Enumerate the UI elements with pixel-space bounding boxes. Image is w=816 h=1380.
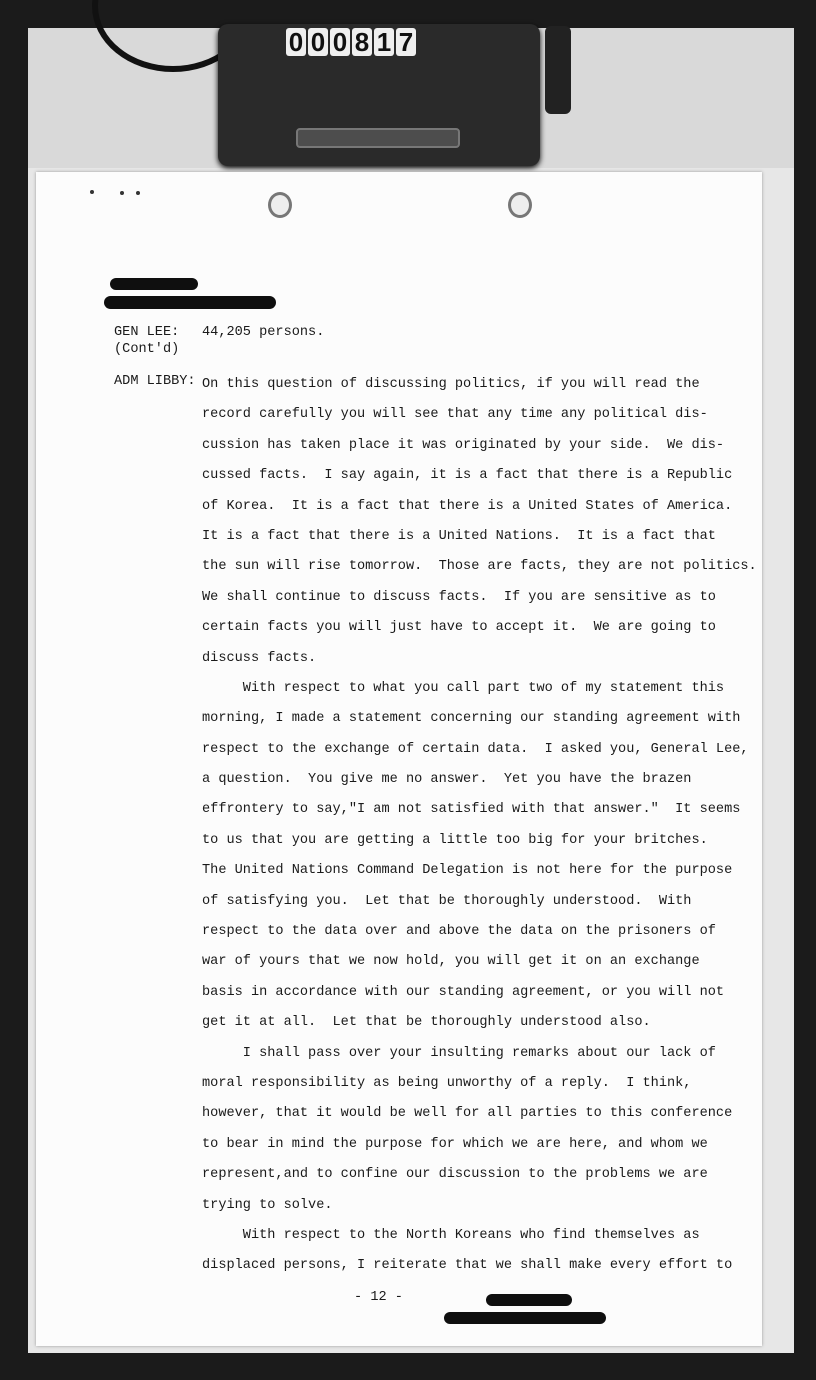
- counter-digit: 8: [352, 28, 372, 56]
- text-line: represent,and to confine our discussion to the problems we are: [202, 1167, 708, 1183]
- counter-digit: 1: [374, 28, 394, 56]
- text-line: The United Nations Command Delegation is not here for the purpose: [202, 863, 733, 879]
- counter-digit: 0: [330, 28, 350, 56]
- text-line: trying to solve.: [202, 1197, 333, 1213]
- text-line: On this question of discussing politics, if you will read the: [202, 377, 700, 392]
- speck: [120, 191, 124, 195]
- text-line: war of yours that we now hold, you will get it on an exchange: [202, 954, 700, 970]
- classification-redaction: [444, 1312, 606, 1324]
- punch-hole: [508, 192, 532, 218]
- speaker-gen-lee: GEN LEE: (Cont'd): [114, 325, 180, 357]
- text-line: respect to the data over and above the data on the prisoners of: [202, 924, 716, 940]
- text-line: discuss facts.: [202, 650, 317, 666]
- text-line: I shall pass over your insulting remarks about our lack of: [202, 1045, 716, 1061]
- speaker-adm-libby: ADM LIBBY:: [114, 374, 196, 389]
- counter-digit: 7: [396, 28, 416, 56]
- text-line: displaced persons, I reiterate that we shall make every effort to: [202, 1258, 733, 1274]
- punch-hole: [268, 192, 292, 218]
- text-line: basis in accordance with our standing agreement, or you will not: [202, 984, 725, 1000]
- classification-redaction: [110, 278, 198, 290]
- text-line: the sun will rise tomorrow. Those are facts, they are not politics.: [202, 559, 757, 575]
- classification-redaction: [486, 1294, 572, 1306]
- counter-digits: [286, 28, 416, 56]
- text-line: however, that it would be well for all parties to this conference: [202, 1106, 733, 1122]
- text-line: respect to the exchange of certain data. I asked you, General Lee,: [202, 741, 749, 757]
- text-line: a question. You give me no answer. Yet you have the brazen: [202, 772, 692, 788]
- text-line: of Korea. It is a fact that there is a United States of America.: [202, 498, 733, 514]
- text-line: With respect to what you call part two of my statement this: [202, 680, 725, 696]
- text-line: of satisfying you. Let that be thoroughly understood. With: [202, 893, 692, 909]
- text-line: cussed facts. I say again, it is a fact that there is a Republic: [202, 468, 733, 484]
- text-line: effrontery to say,"I am not satisfied with that answer." It seems: [202, 802, 741, 818]
- text-line: moral responsibility as being unworthy of a reply. I think,: [202, 1075, 692, 1091]
- page-number: - 12 -: [354, 1290, 403, 1305]
- speck: [90, 190, 94, 194]
- statement-body: [202, 376, 757, 1288]
- gen-lee-text: 44,205 persons.: [202, 325, 325, 340]
- text-line: certain facts you will just have to accept it. We are going to: [202, 620, 716, 636]
- text-line: morning, I made a statement concerning our standing agreement with: [202, 711, 741, 727]
- text-line: record carefully you will see that any time any political dis-: [202, 407, 708, 423]
- counter-digit: 0: [308, 28, 328, 56]
- text-line: With respect to the North Koreans who find themselves as: [202, 1227, 700, 1243]
- speck: [136, 191, 140, 195]
- text-line: to us that you are getting a little too big for your britches.: [202, 832, 708, 848]
- text-line: We shall continue to discuss facts. If you are sensitive as to: [202, 589, 716, 605]
- counter-digit: 0: [286, 28, 306, 56]
- text-line: get it at all. Let that be thoroughly understood also.: [202, 1015, 651, 1031]
- document-page: [36, 172, 762, 1346]
- text-line: It is a fact that there is a United Nations. It is a fact that: [202, 528, 716, 544]
- counter-knob: [545, 26, 571, 114]
- text-line: cussion has taken place it was originated by your side. We dis-: [202, 437, 725, 453]
- counter-plate: [296, 128, 460, 148]
- text-line: to bear in mind the purpose for which we are here, and whom we: [202, 1136, 708, 1152]
- classification-redaction: [104, 296, 276, 309]
